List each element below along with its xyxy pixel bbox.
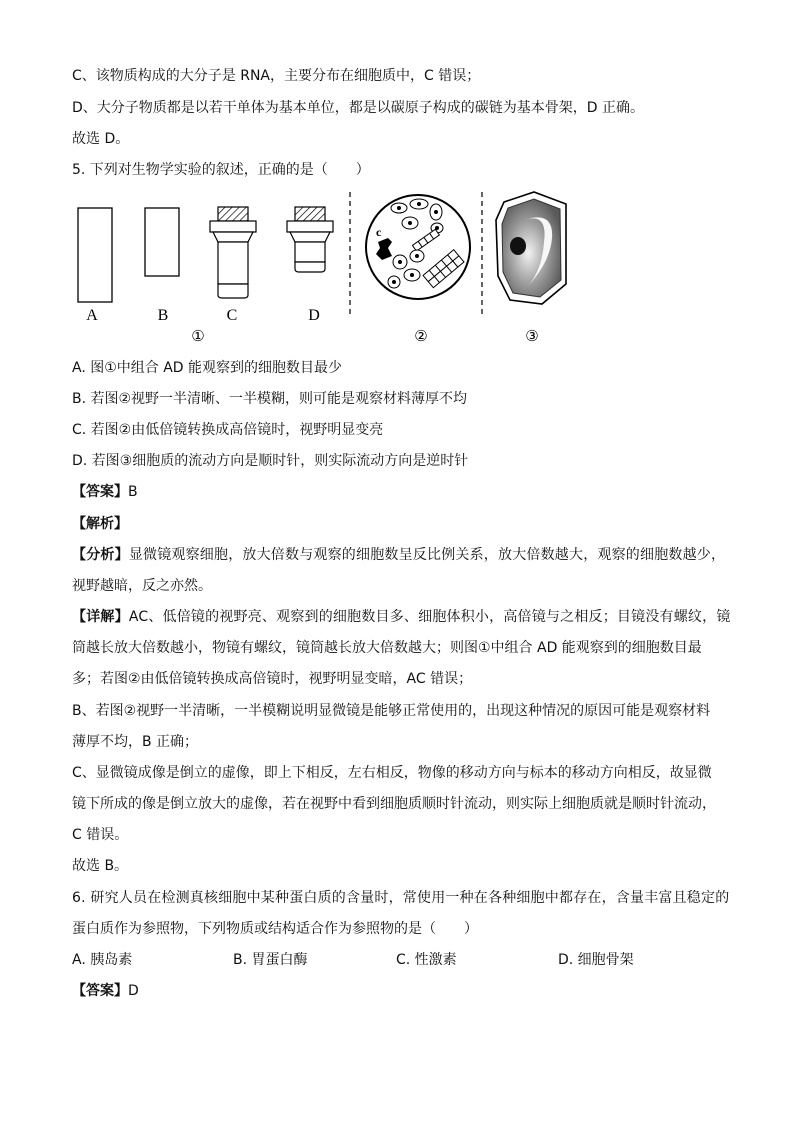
answer-tag: 【答案】 xyxy=(72,484,128,500)
q6-stem-line-1: 6. 研究人员在检测真核细胞中某种蛋白质的含量时，常使用一种在各种细胞中都存在，含量丰富且稳定的 xyxy=(72,890,730,906)
plant-cell-3 xyxy=(496,192,566,304)
cell-label-c: c xyxy=(376,225,382,239)
q5-xiangjie-line-5: 薄厚不均，B 正确； xyxy=(72,734,199,750)
q5-stem: 5. 下列对生物学实验的叙述，正确的是（ ） xyxy=(72,162,370,178)
q5-xiangjie-line-8: C 错误。 xyxy=(72,827,129,843)
xiangjie-text-1: AC、低倍镜的视野亮、观察到的细胞数目多、细胞体积小，高倍镜与之相反；目镜没有螺纹，镜 xyxy=(128,609,731,625)
answer-value: B xyxy=(128,484,138,500)
q5-option-c: C. 若图②由低倍镜转换成高倍镜时，视野明显变亮 xyxy=(72,422,384,438)
q5-xiangjie-line-2: 筒越长放大倍数越小，物镜有螺纹，镜筒越长放大倍数越大；则图①中组合 AD 能观察到的细胞数目最 xyxy=(72,640,702,656)
q5-option-a: A. 图①中组合 AD 能观察到的细胞数目最少 xyxy=(72,360,343,376)
eyepiece-a xyxy=(78,208,112,302)
q6-answer xyxy=(72,981,139,1001)
q6-option-d: D. 细胞骨架 xyxy=(558,952,634,968)
q5-xiangjie-line-4: B、若图②视野一半清晰，一半模糊说明显微镜是能够正常使用的，出现这种情况的原因可能是观察材料 xyxy=(72,703,711,719)
q6-answer-tag: 【答案】 xyxy=(72,983,128,999)
q6-answer-value: D xyxy=(128,983,139,999)
panel-1-number: ① xyxy=(191,327,205,345)
q6-option-b: B. 胃蛋白酶 xyxy=(233,952,308,968)
label-a: A xyxy=(86,307,98,324)
panel-3-number: ③ xyxy=(525,327,539,345)
panel-2-number: ② xyxy=(414,327,428,345)
q5-analysis-heading xyxy=(72,514,128,534)
label-d: D xyxy=(308,307,320,324)
prev-conclusion: 故选 D。 xyxy=(72,131,130,147)
q5-xiangjie-line-3: 多；若图②由低倍镜转换成高倍镜时，视野明显变暗，AC 错误； xyxy=(72,671,473,687)
field-of-view-2 xyxy=(366,195,470,299)
q5-xiangjie-line-6: C、显微镜成像是倒立的虚像，即上下相反，左右相反，物像的移动方向与标本的移动方向相反，故显微 xyxy=(72,765,712,781)
microscope-figure xyxy=(72,190,572,348)
label-b: B xyxy=(157,307,169,324)
eyepiece-b xyxy=(145,208,179,276)
fenxi-tag: 【分析】 xyxy=(72,547,129,563)
q5-fenxi-line-1 xyxy=(72,545,725,565)
q6-stem-line-2: 蛋白质作为参照物，下列物质或结构适合作为参照物的是（ ） xyxy=(72,921,478,937)
analysis-tag: 【解析】 xyxy=(72,516,128,532)
prev-option-d-explanation: D、大分子物质都是以若干单体为基本单位，都是以碳原子构成的碳链为基本骨架，D 正确。 xyxy=(72,100,645,116)
q5-option-d: D. 若图③细胞质的流动方向是顺时针，则实际流动方向是逆时针 xyxy=(72,453,469,469)
q6-option-c: C. 性激素 xyxy=(396,952,457,968)
q5-answer xyxy=(72,482,138,502)
q5-xiangjie-line-1 xyxy=(72,607,731,627)
q5-option-b: B. 若图②视野一半清晰、一半模糊，则可能是观察材料薄厚不均 xyxy=(72,391,468,407)
q6-option-a: A. 胰岛素 xyxy=(72,952,133,968)
xiangjie-tag: 【详解】 xyxy=(72,609,129,625)
q5-fenxi-line-2: 视野越暗，反之亦然。 xyxy=(72,578,212,594)
prev-option-c-explanation: C、该物质构成的大分子是 RNA，主要分布在细胞质中，C 错误； xyxy=(72,68,481,84)
fenxi-text-1: 显微镜观察细胞，放大倍数与观察的细胞数呈反比例关系，放大倍数越大，观察的细胞数越少， xyxy=(128,547,726,563)
objective-c xyxy=(210,207,256,298)
label-c: C xyxy=(226,307,238,324)
q5-conclusion: 故选 B。 xyxy=(72,858,129,874)
objective-d xyxy=(287,207,333,272)
q5-xiangjie-line-7: 镜下所成的像是倒立放大的虚像，若在视野中看到细胞质顺时针流动，则实际上细胞质就是顺时针流动， xyxy=(72,796,716,812)
